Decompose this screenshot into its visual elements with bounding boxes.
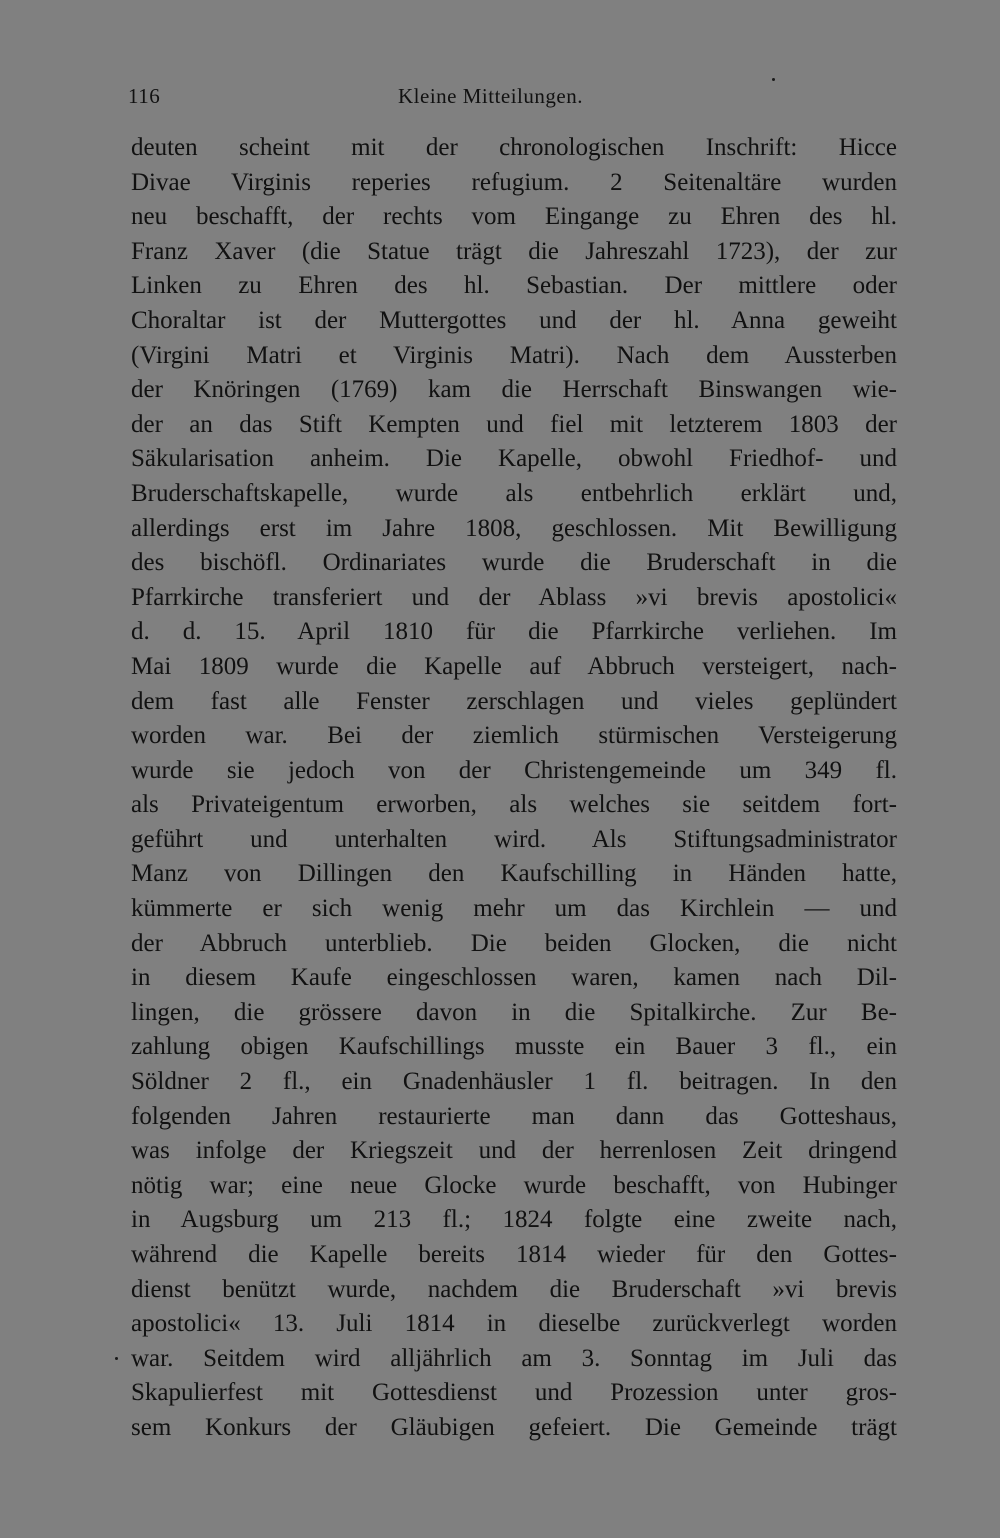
text-line: Choraltar ist der Muttergottes und der hl. Anna geweiht bbox=[131, 306, 897, 334]
text-line: war. Seitdem wird alljährlich am 3. Sonntag im Juli das bbox=[131, 1344, 897, 1372]
text-line: folgenden Jahren restaurierte man dann das Gotteshaus, bbox=[131, 1102, 897, 1130]
running-title: Kleine Mitteilungen. bbox=[398, 84, 583, 108]
text-line: dienst benützt wurde, nachdem die Bruderschaft »vi brevis bbox=[131, 1275, 897, 1303]
text-line: Linken zu Ehren des hl. Sebastian. Der mittlere oder bbox=[131, 272, 897, 300]
text-line: worden war. Bei der ziemlich stürmischen Versteigerung bbox=[131, 722, 897, 750]
body-text bbox=[131, 131, 897, 1446]
page-header bbox=[128, 84, 898, 118]
text-line: nötig war; eine neue Glocke wurde beschafft, von Hubinger bbox=[131, 1171, 897, 1199]
text-line: geführt und unterhalten wird. Als Stiftungsadministrator bbox=[131, 825, 897, 853]
text-line: in Augsburg um 213 fl.; 1824 folgte eine zweite nach, bbox=[131, 1206, 897, 1234]
text-line: in diesem Kaufe eingeschlossen waren, kamen nach Dil- bbox=[131, 964, 897, 992]
text-line: Manz von Dillingen den Kaufschilling in Händen hatte, bbox=[131, 860, 897, 888]
text-line: Franz Xaver (die Statue trägt die Jahreszahl 1723), der zur bbox=[131, 237, 897, 265]
text-line: der Knöringen (1769) kam die Herrschaft Binswangen wie- bbox=[131, 376, 897, 404]
text-line: der an das Stift Kempten und fiel mit letzterem 1803 der bbox=[131, 410, 897, 438]
text-line: Säkularisation anheim. Die Kapelle, obwohl Friedhof- und bbox=[131, 445, 897, 473]
text-line: apostolici« 13. Juli 1814 in dieselbe zurückverlegt worden bbox=[131, 1310, 897, 1338]
text-line: wurde sie jedoch von der Christengemeinde um 349 fl. bbox=[131, 756, 897, 784]
text-line: lingen, die grössere davon in die Spitalkirche. Zur Be- bbox=[131, 998, 897, 1026]
text-line: der Abbruch unterblieb. Die beiden Glocken, die nicht bbox=[131, 929, 897, 957]
text-line: allerdings erst im Jahre 1808, geschlossen. Mit Bewilligung bbox=[131, 514, 897, 542]
text-line: kümmerte er sich wenig mehr um das Kirchlein — und bbox=[131, 895, 897, 923]
text-line: (Virgini Matri et Virginis Matri). Nach dem Aussterben bbox=[131, 341, 897, 369]
text-line: neu beschafft, der rechts vom Eingange zu Ehren des hl. bbox=[131, 203, 897, 231]
text-line: deuten scheint mit der chronologischen Inschrift: Hicce bbox=[131, 134, 897, 161]
text-line: Skapulierfest mit Gottesdienst und Prozession unter gros- bbox=[131, 1379, 897, 1407]
text-line: Mai 1809 wurde die Kapelle auf Abbruch versteigert, nach- bbox=[131, 652, 897, 680]
text-line: des bischöfl. Ordinariates wurde die Bruderschaft in die bbox=[131, 549, 897, 577]
text-line: was infolge der Kriegszeit und der herrenlosen Zeit dringend bbox=[131, 1137, 897, 1165]
text-line: Pfarrkirche transferiert und der Ablass »vi brevis apostolici« bbox=[131, 583, 897, 611]
text-line: als Privateigentum erworben, als welches sie seitdem fort- bbox=[131, 791, 897, 819]
text-line: Divae Virginis reperies refugium. 2 Seitenaltäre wurden bbox=[131, 168, 897, 196]
text-line: dem fast alle Fenster zerschlagen und vieles geplündert bbox=[131, 687, 897, 715]
text-line: zahlung obigen Kaufschillings musste ein Bauer 3 fl., ein bbox=[131, 1033, 897, 1061]
text-line: während die Kapelle bereits 1814 wieder für den Gottes- bbox=[131, 1241, 897, 1268]
page-number: 116 bbox=[128, 84, 161, 108]
text-line: Bruderschaftskapelle, wurde als entbehrlich erklärt und, bbox=[131, 479, 897, 507]
text-line: Söldner 2 fl., ein Gnadenhäusler 1 fl. beitragen. In den bbox=[131, 1068, 897, 1096]
text-line: sem Konkurs der Gläubigen gefeiert. Die Gemeinde trägt bbox=[131, 1413, 897, 1441]
scan-speck bbox=[772, 78, 775, 81]
text-line: d. d. 15. April 1810 für die Pfarrkirche verliehen. Im bbox=[131, 618, 897, 646]
scan-speck bbox=[115, 1357, 118, 1360]
